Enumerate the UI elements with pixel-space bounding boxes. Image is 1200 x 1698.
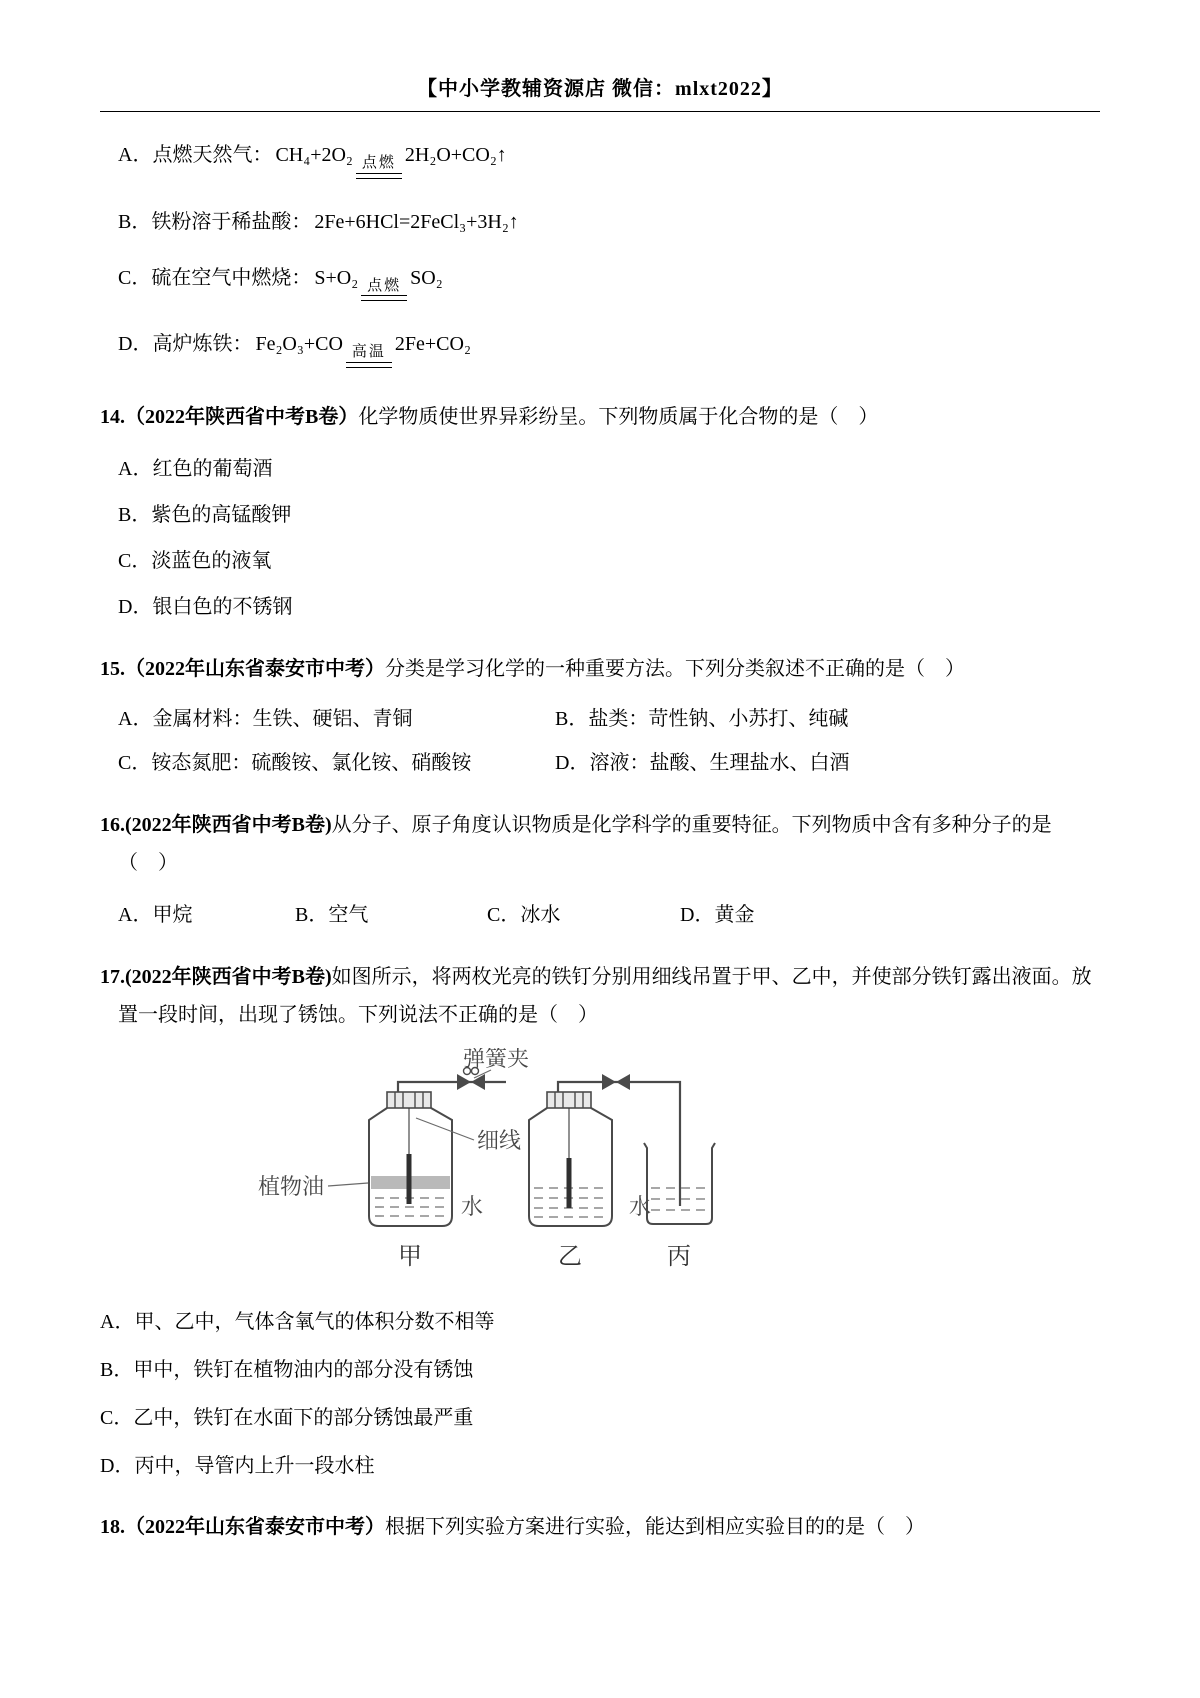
formula-lhs: S+O₂ xyxy=(314,266,359,289)
q15-option-b: B．盐类：苛性钠、小苏打、纯碱 xyxy=(555,707,849,730)
rubber-stopper xyxy=(547,1092,591,1108)
question-17-options xyxy=(100,1305,1100,1478)
option-label: B．铁粉溶于稀盐酸： xyxy=(118,210,312,233)
chem-equation xyxy=(314,266,443,294)
question-15-stem xyxy=(100,650,1100,688)
q17-option-d: D．丙中，导管内上升一段水柱 xyxy=(100,1454,375,1477)
q14-option-b: B．紫色的高锰酸钾 xyxy=(118,503,292,526)
q16-option-b: B．空气 xyxy=(295,903,369,926)
condition-text: 点燃 xyxy=(367,277,402,294)
reaction-condition-sign xyxy=(361,278,407,302)
double-line xyxy=(361,295,407,301)
bottle-yi xyxy=(529,1092,612,1226)
q13-option-c xyxy=(100,265,1100,302)
q17-apparatus-diagram xyxy=(248,1048,768,1286)
q13-option-a xyxy=(100,142,1100,179)
q16-option-c: C．冰水 xyxy=(487,903,561,926)
question-14-stem xyxy=(100,398,1100,436)
reaction-condition-sign xyxy=(356,155,402,179)
q14-option-a: A．红色的葡萄酒 xyxy=(118,457,273,480)
bottle-jia xyxy=(369,1092,452,1226)
q13-option-b xyxy=(100,209,1100,235)
question-18-stem xyxy=(100,1508,1100,1546)
q15-options-row-1 xyxy=(100,706,1100,732)
q17-option-c: C．乙中，铁钉在水面下的部分锈蚀最严重 xyxy=(100,1406,474,1429)
q15-option-c: C．铵态氮肥：硫酸铵、氯化铵、硝酸铵 xyxy=(118,751,472,774)
iron-nail xyxy=(567,1158,572,1208)
q13-option-d xyxy=(100,331,1100,368)
chem-equation xyxy=(275,144,507,171)
formula-rhs: SO₂ xyxy=(410,266,443,289)
spring-clamp-icon xyxy=(602,1074,630,1090)
double-line xyxy=(346,362,392,368)
q15-option-a: A．金属材料：生铁、硬铝、青铜 xyxy=(118,707,413,730)
question-number-source: 15.（2022年山东省泰安市中考） xyxy=(100,657,385,680)
question-number-source: 18.（2022年山东省泰安市中考） xyxy=(100,1515,385,1538)
water-label: 水 xyxy=(629,1193,652,1219)
chem-equation: 2Fe+6HCl=2FeCl₃+3H₂↑ xyxy=(314,210,519,233)
question-text: 如图所示，将两枚光亮的铁钉分别用细线吊置于甲、乙中，并使部分铁钉露出液面。放置一段时间，出现了锈蚀。下列说法不正确的是（ ） xyxy=(118,965,1092,1026)
question-text: 化学物质使世界异彩纷呈。下列物质属于化合物的是（ ） xyxy=(358,405,879,428)
jar1-label: 甲 xyxy=(398,1243,422,1270)
label-pointer-thread xyxy=(416,1118,474,1140)
question-17-stem xyxy=(100,958,1100,1034)
water-label: 水 xyxy=(461,1193,484,1219)
q17-figure xyxy=(248,1048,1100,1286)
double-line xyxy=(356,173,402,179)
q17-option-a: A．甲、乙中，气体含氧气的体积分数不相等 xyxy=(100,1310,495,1333)
option-label: D．高炉炼铁： xyxy=(118,333,253,355)
question-15-options xyxy=(100,706,1100,776)
q16-option-d: D．黄金 xyxy=(680,903,755,926)
condition-text: 点燃 xyxy=(361,155,396,171)
question-text: 分类是学习化学的一种重要方法。下列分类叙述不正确的是（ ） xyxy=(385,657,965,680)
rubber-stopper xyxy=(387,1092,431,1108)
q14-option-d: D．银白色的不锈钢 xyxy=(118,595,293,618)
reaction-condition-sign xyxy=(346,344,392,368)
question-16-options xyxy=(100,902,1100,928)
question-number-source: 14.（2022年陕西省中考B卷） xyxy=(100,405,359,428)
formula-lhs: Fe₂O₃+CO xyxy=(255,333,343,355)
page-header-title: 【中小学教辅资源店 微信：mlxt2022】 xyxy=(100,72,1100,112)
oil-label: 植物油 xyxy=(258,1173,325,1199)
q16-option-a: A．甲烷 xyxy=(118,903,193,926)
formula-lhs: CH₄+2O₂ xyxy=(275,144,353,166)
question-text: 根据下列实验方案进行实验，能达到相应实验目的的是（ ） xyxy=(385,1515,925,1538)
option-label: C．硫在空气中燃烧： xyxy=(118,266,312,289)
jar2-label: 乙 xyxy=(558,1243,582,1270)
question-13-options xyxy=(100,142,1100,368)
clamp-label: 弹簧夹 xyxy=(462,1047,530,1071)
label-pointer-oil xyxy=(328,1183,368,1186)
formula-rhs: 2H₂O+CO₂↑ xyxy=(404,144,507,166)
question-14-options xyxy=(100,456,1100,620)
chem-equation xyxy=(255,333,471,360)
option-label: A．点燃天然气： xyxy=(118,144,273,166)
thread-label: 细线 xyxy=(477,1127,522,1153)
question-text: 从分子、原子角度认识物质是化学科学的重要特征。下列物质中含有多种分子的是（ ） xyxy=(118,813,1052,874)
question-number-source: 16.(2022年陕西省中考B卷) xyxy=(100,813,332,836)
q14-option-c: C．淡蓝色的液氧 xyxy=(118,549,272,572)
condition-text: 高温 xyxy=(351,344,386,360)
q15-options-row-2 xyxy=(100,750,1100,776)
q17-option-b: B．甲中，铁钉在植物油内的部分没有锈蚀 xyxy=(100,1358,474,1381)
formula-rhs: 2Fe+CO₂ xyxy=(394,333,471,355)
iron-nail xyxy=(407,1154,412,1204)
question-number-source: 17.(2022年陕西省中考B卷) xyxy=(100,965,332,988)
q15-option-d: D．溶液：盐酸、生理盐水、白酒 xyxy=(555,751,850,774)
question-16-stem xyxy=(100,806,1100,882)
beaker-label: 丙 xyxy=(667,1243,691,1270)
